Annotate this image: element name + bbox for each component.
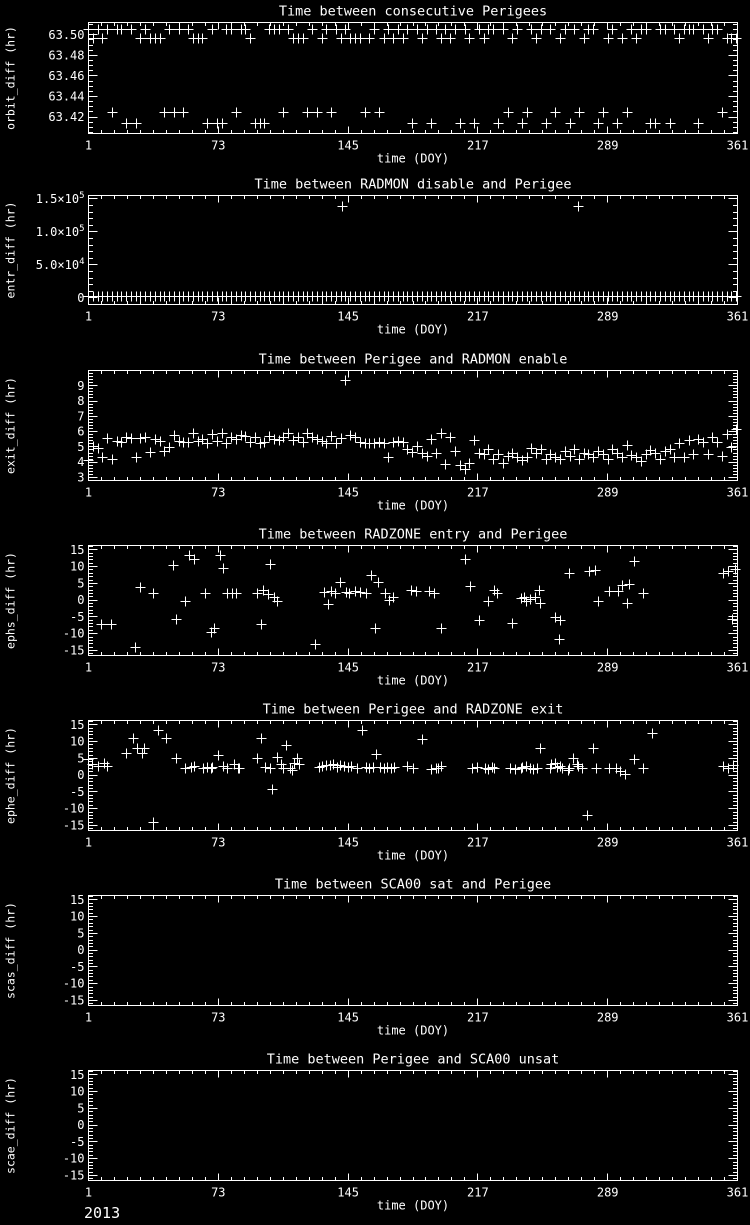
panel-7-y-tick-label-5: -10 xyxy=(62,1151,85,1166)
panel-2-axis-ticks xyxy=(89,196,738,305)
panel-7-y-axis-label: scae_diff (hr) xyxy=(3,1077,18,1174)
panel-5-y-tick-label-0: 15 xyxy=(70,717,85,732)
panel-3-y-tick-label-6: 3 xyxy=(77,470,85,485)
panel-1-frame xyxy=(89,23,738,134)
panel-1-y-tick-label-2: 63.46 xyxy=(48,68,85,83)
panel-2-x-tick-label-1: 73 xyxy=(211,309,226,324)
panel-4-y-tick-label-4: -5 xyxy=(70,609,85,624)
panel-5-y-tick-label-4: -5 xyxy=(70,784,85,799)
panel-2-x-tick-label-2: 145 xyxy=(337,309,359,324)
panel-4-x-tick-label-1: 73 xyxy=(211,660,226,675)
panel-7-x-tick-label-4: 289 xyxy=(596,1185,619,1200)
panel-5-y-tick-label-5: -10 xyxy=(62,801,85,816)
panel-6-x-axis-label: time (DOY) xyxy=(376,1023,450,1038)
panel-7-x-tick-label-1: 73 xyxy=(211,1185,226,1200)
panel-1-title: Time between consecutive Perigees xyxy=(278,3,548,20)
panel-1-x-tick-label-3: 217 xyxy=(467,138,489,153)
panel-2-x-axis-label: time (DOY) xyxy=(376,322,450,337)
panel-4-x-tick-label-3: 217 xyxy=(467,660,489,675)
panel-6-axis-ticks xyxy=(89,896,738,1006)
panel-4-x-tick-label-5: 361 xyxy=(726,660,749,675)
panel-1-y-axis-label: orbit_diff (hr) xyxy=(3,26,18,130)
panel-7-y-tick-label-3: 0 xyxy=(77,1118,85,1133)
panel-1-x-tick-label-1: 73 xyxy=(211,138,226,153)
panel-2-title: Time between RADMON disable and Perigee xyxy=(254,176,572,193)
panel-7-y-tick-label-6: -15 xyxy=(62,1168,85,1183)
panel-1-x-axis-label: time (DOY) xyxy=(376,151,450,166)
panel-4-y-tick-label-5: -10 xyxy=(62,626,85,641)
panel-5-y-tick-label-1: 10 xyxy=(70,734,85,749)
panel-2-frame xyxy=(89,196,738,305)
panel-6-x-tick-label-4: 289 xyxy=(596,1010,619,1025)
panel-7-x-axis-label: time (DOY) xyxy=(376,1198,450,1213)
panel-3-data-points xyxy=(84,376,742,475)
panel-3-y-tick-label-4: 5 xyxy=(77,439,85,454)
panel-5-axis-ticks xyxy=(89,721,738,831)
year-label: 2013 xyxy=(84,1204,121,1222)
panel-7-frame xyxy=(89,1071,738,1181)
panel-5-x-tick-label-1: 73 xyxy=(211,835,226,850)
panel-1-x-tick-label-4: 289 xyxy=(596,138,619,153)
panel-3-y-tick-label-2: 7 xyxy=(77,409,85,424)
panel-6-y-tick-label-2: 5 xyxy=(77,926,85,941)
panel-4-y-axis-label: ephs_diff (hr) xyxy=(3,552,18,649)
panel-3-x-tick-label-5: 361 xyxy=(726,485,749,500)
panel-1-y-tick-label-4: 63.42 xyxy=(48,110,85,125)
panel-6-y-tick-label-6: -15 xyxy=(62,993,85,1008)
panel-2-y-axis-label: entr_diff (hr) xyxy=(3,201,18,299)
panel-6-x-tick-label-1: 73 xyxy=(211,1010,226,1025)
panel-1-data-points xyxy=(84,25,742,129)
panel-5-y-tick-label-2: 5 xyxy=(77,751,85,766)
panel-3-x-axis-label: time (DOY) xyxy=(376,498,450,513)
panel-2-x-tick-label-5: 361 xyxy=(726,309,749,324)
panel-1-x-tick-label-2: 145 xyxy=(337,138,359,153)
panel-5-frame xyxy=(89,721,738,831)
panel-3-x-tick-label-2: 145 xyxy=(337,485,359,500)
panel-4 xyxy=(4,527,749,688)
panel-7-y-tick-label-4: -5 xyxy=(70,1134,85,1149)
panel-6 xyxy=(4,877,749,1038)
panel-2-x-tick-label-3: 217 xyxy=(467,309,489,324)
panel-2 xyxy=(4,177,749,337)
panel-3-frame xyxy=(89,371,738,481)
panel-7 xyxy=(4,1052,749,1213)
panel-3-y-axis-label: exit_diff (hr) xyxy=(3,377,18,474)
panel-4-x-tick-label-4: 289 xyxy=(596,660,619,675)
panel-5-x-axis-label: time (DOY) xyxy=(376,848,450,863)
panel-2-y-tick-label-2: $1.0\times 10^5$ xyxy=(35,223,85,239)
panel-3-x-tick-label-1: 73 xyxy=(211,485,226,500)
panel-7-title: Time between Perigee and SCA00 unsat xyxy=(266,1051,560,1068)
panel-2-y-tick-label-3: $1.5\times 10^5$ xyxy=(35,190,85,206)
panel-1-y-tick-label-0: 63.50 xyxy=(48,27,85,42)
panel-5-x-tick-label-0: 1 xyxy=(84,835,93,850)
panel-6-y-axis-label: scas_diff (hr) xyxy=(3,902,18,999)
panel-2-y-tick-label-0: 0 xyxy=(77,290,85,305)
panel-4-y-tick-label-3: 0 xyxy=(77,593,85,608)
panel-3-title: Time between Perigee and RADMON enable xyxy=(258,351,568,368)
panel-3-y-tick-label-5: 4 xyxy=(77,455,85,470)
panel-3-axis-ticks xyxy=(89,371,738,481)
panel-5-x-tick-label-5: 361 xyxy=(726,835,749,850)
panel-7-x-tick-label-2: 145 xyxy=(337,1185,359,1200)
panel-3-y-tick-label-0: 9 xyxy=(77,378,85,393)
panel-1-x-tick-label-0: 1 xyxy=(84,138,93,153)
panel-3-y-tick-label-1: 8 xyxy=(77,394,85,409)
panel-7-axis-ticks xyxy=(89,1071,738,1181)
panel-6-x-tick-label-0: 1 xyxy=(84,1010,93,1025)
panel-6-title: Time between SCA00 sat and Perigee xyxy=(274,876,552,893)
panel-5-x-tick-label-3: 217 xyxy=(467,835,489,850)
panel-5-data-points xyxy=(84,726,739,828)
panel-3-x-tick-label-3: 217 xyxy=(467,485,489,500)
panel-6-frame xyxy=(89,896,738,1006)
panel-6-y-tick-label-5: -10 xyxy=(62,976,85,991)
panel-3-y-tick-label-3: 6 xyxy=(77,424,85,439)
panel-1 xyxy=(4,4,749,166)
panel-5 xyxy=(4,702,749,863)
panel-1-y-tick-label-3: 63.44 xyxy=(48,89,85,104)
panel-4-x-tick-label-0: 1 xyxy=(84,660,93,675)
panel-6-x-tick-label-3: 217 xyxy=(467,1010,489,1025)
panel-4-data-points xyxy=(97,551,741,653)
panel-7-y-tick-label-0: 15 xyxy=(70,1067,85,1082)
panel-7-x-tick-label-5: 361 xyxy=(726,1185,749,1200)
panel-4-y-tick-label-1: 10 xyxy=(70,559,85,574)
panel-6-y-tick-label-0: 15 xyxy=(70,892,85,907)
panel-5-y-tick-label-6: -15 xyxy=(62,818,85,833)
panel-3-x-tick-label-4: 289 xyxy=(596,485,619,500)
panel-3-x-tick-label-0: 1 xyxy=(84,485,93,500)
panel-7-x-tick-label-3: 217 xyxy=(467,1185,489,1200)
panel-5-y-tick-label-3: 0 xyxy=(77,768,85,783)
panel-7-x-tick-label-0: 1 xyxy=(84,1185,93,1200)
panel-3 xyxy=(4,352,749,513)
panel-6-y-tick-label-4: -5 xyxy=(70,959,85,974)
panel-6-x-tick-label-2: 145 xyxy=(337,1010,359,1025)
panel-1-axis-ticks xyxy=(89,23,738,134)
panel-2-y-tick-label-1: $5.0\times 10^4$ xyxy=(35,256,85,272)
panel-4-y-tick-label-6: -15 xyxy=(62,643,85,658)
panel-4-x-axis-label: time (DOY) xyxy=(376,673,450,688)
panel-2-data-points xyxy=(84,202,742,302)
panel-4-y-tick-label-0: 15 xyxy=(70,542,85,557)
panel-6-x-tick-label-5: 361 xyxy=(726,1010,749,1025)
panel-6-y-tick-label-1: 10 xyxy=(70,909,85,924)
panel-1-x-tick-label-5: 361 xyxy=(726,138,749,153)
panel-4-x-tick-label-2: 145 xyxy=(337,660,359,675)
panel-5-y-axis-label: ephe_diff (hr) xyxy=(3,727,18,824)
panel-1-y-tick-label-1: 63.48 xyxy=(48,48,85,63)
panel-5-title: Time between Perigee and RADZONE exit xyxy=(262,701,564,718)
panel-7-y-tick-label-1: 10 xyxy=(70,1084,85,1099)
panel-4-title: Time between RADZONE entry and Perigee xyxy=(258,526,568,543)
panel-4-y-tick-label-2: 5 xyxy=(77,576,85,591)
panel-5-x-tick-label-2: 145 xyxy=(337,835,359,850)
panel-5-x-tick-label-4: 289 xyxy=(596,835,619,850)
panel-6-y-tick-label-3: 0 xyxy=(77,943,85,958)
panel-2-x-tick-label-4: 289 xyxy=(596,309,619,324)
panel-7-y-tick-label-2: 5 xyxy=(77,1101,85,1116)
panel-2-x-tick-label-0: 1 xyxy=(84,309,93,324)
